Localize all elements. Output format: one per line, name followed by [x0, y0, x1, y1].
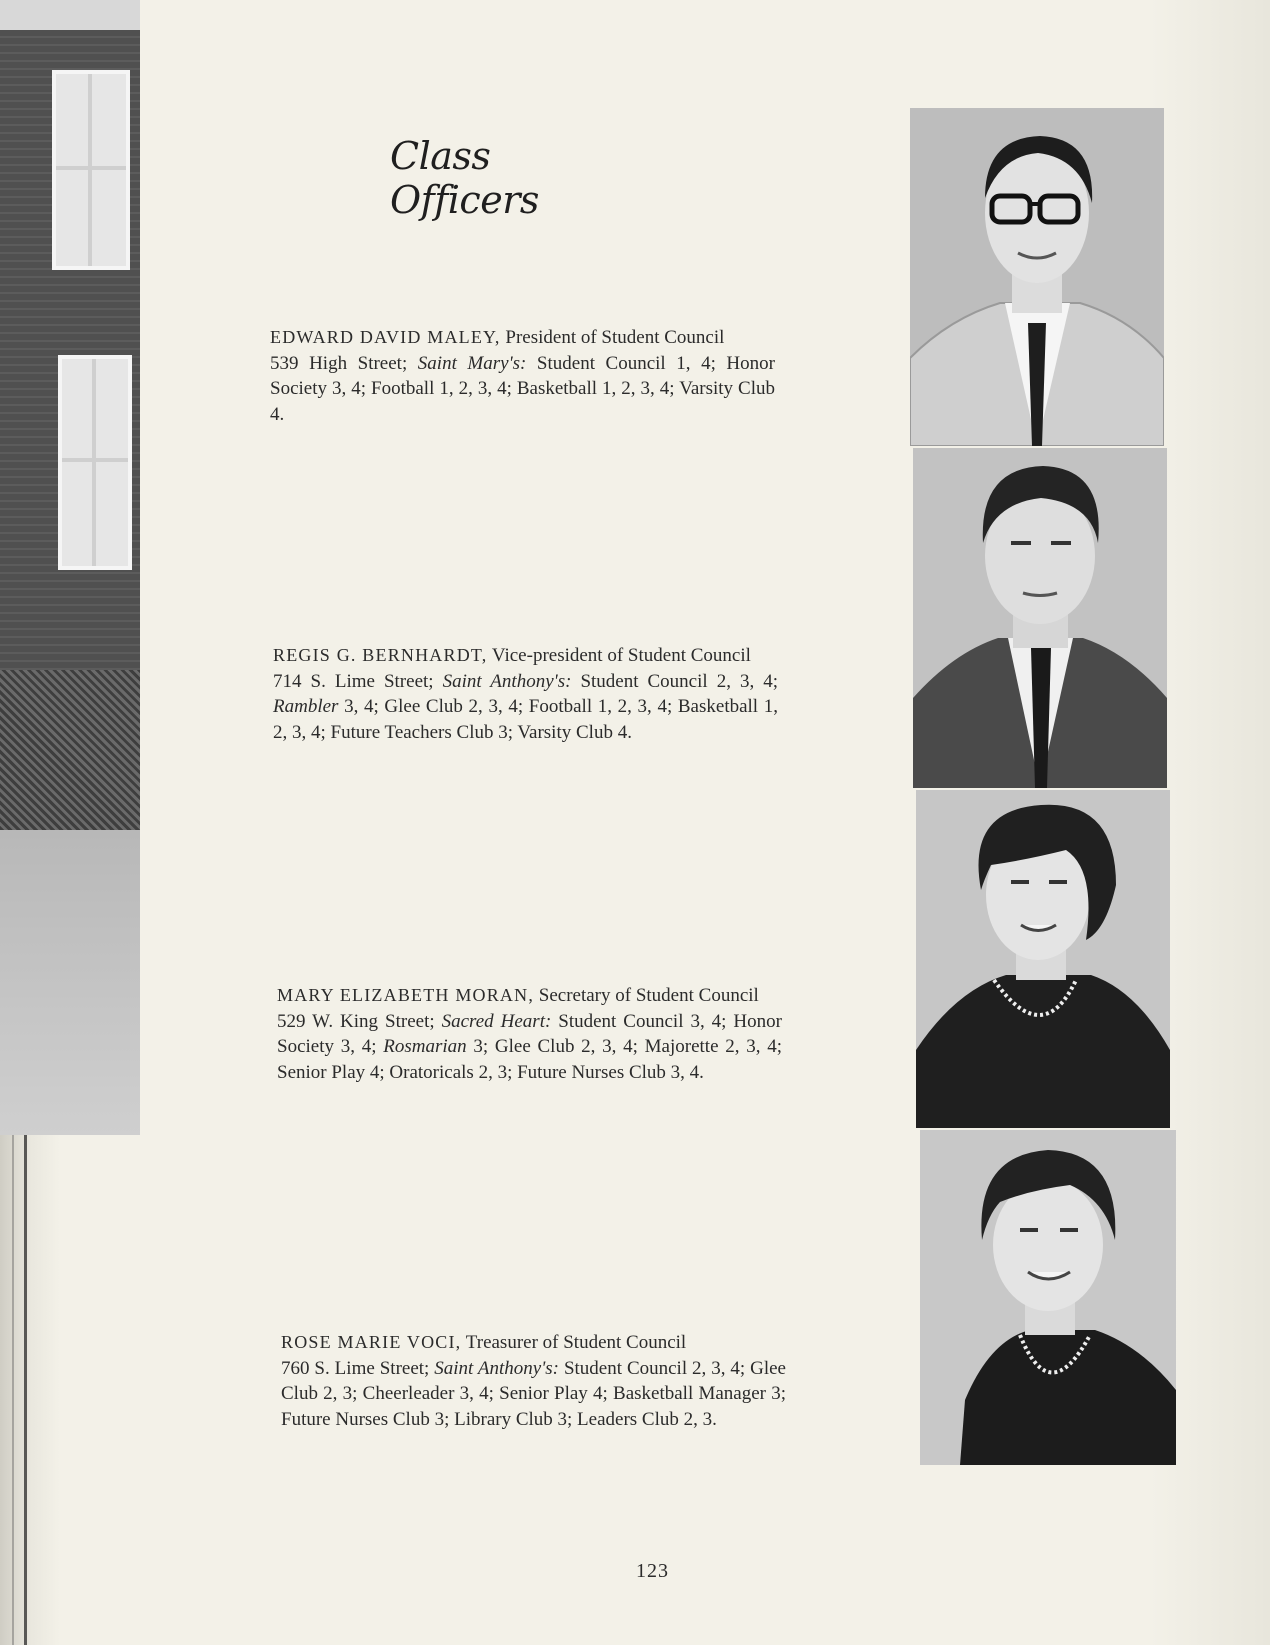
officer-parish: Saint Mary's: [417, 352, 527, 374]
officer-publication: Rambler [273, 696, 339, 717]
page-title: Class Officers [390, 134, 539, 222]
officer-address: 539 High Street; [270, 352, 418, 374]
portrait-photo [913, 448, 1167, 788]
officer-parish: Saint Anthony's: [442, 670, 572, 692]
officer-name: MARY ELIZABETH MORAN, [277, 985, 535, 1005]
portrait-photo [916, 790, 1170, 1128]
page-number: 123 [636, 1560, 669, 1582]
photo-shrubs [0, 670, 140, 830]
photo-walkway [0, 830, 140, 1135]
officer-entry [270, 325, 775, 427]
officer-activities: Student Council 2, 3, 4; Glee Club 2, 3; Cheerleader 3, 4; Senior Play 4; Basketball Manager 3; Future Nurses Club 3; Library Club 3; Leaders Club 2, 3. [281, 1357, 786, 1430]
building-photo [0, 0, 140, 1135]
officer-role: Secretary of Student Council [534, 985, 759, 1006]
officer-address: 529 W. King Street; [277, 1010, 442, 1032]
officer-role: Treasurer of Student Council [461, 1332, 687, 1353]
portrait-photo [920, 1130, 1176, 1465]
officer-name: EDWARD DAVID MALEY, [270, 327, 501, 347]
officer-parish: Saint Anthony's: [434, 1357, 560, 1379]
officer-activities: Student Council 3, 4; Honor Society 3, 4; [277, 1010, 782, 1057]
officer-name: ROSE MARIE VOCI, [281, 1332, 462, 1352]
officer-activities-cont: 3; Glee Club 2, 3, 4; Majorette 2, 3, 4; Senior Play 4; Oratoricals 2, 3; Future Nurses Club 3, 4. [277, 1036, 782, 1083]
officer-role: President of Student Council [500, 327, 725, 348]
officer-role: Vice-president of Student Council [487, 645, 751, 666]
officer-entry [273, 643, 778, 745]
officer-entry [277, 983, 782, 1085]
photo-window [52, 70, 130, 270]
officer-activities: Student Council 1, 4; Honor Society 3, 4; Football 1, 2, 3, 4; Basketball 1, 2, 3, 4; Varsity Club 4. [270, 352, 775, 425]
officer-parish: Sacred Heart: [441, 1010, 552, 1032]
photo-window [58, 355, 132, 570]
portrait-photo [910, 108, 1164, 446]
officer-publication: Rosmarian [383, 1036, 467, 1057]
officer-address: 760 S. Lime Street; [281, 1357, 435, 1379]
officer-activities-cont: 3, 4; Glee Club 2, 3, 4; Football 1, 2, 3, 4; Basketball 1, 2, 3, 4; Future Teachers Club 3; Varsity Club 4. [273, 696, 778, 743]
officer-name: REGIS G. BERNHARDT, [273, 645, 488, 665]
officer-address: 714 S. Lime Street; [273, 670, 443, 692]
officer-entry [281, 1330, 786, 1432]
officer-activities: Student Council 2, 3, 4; [571, 670, 778, 692]
